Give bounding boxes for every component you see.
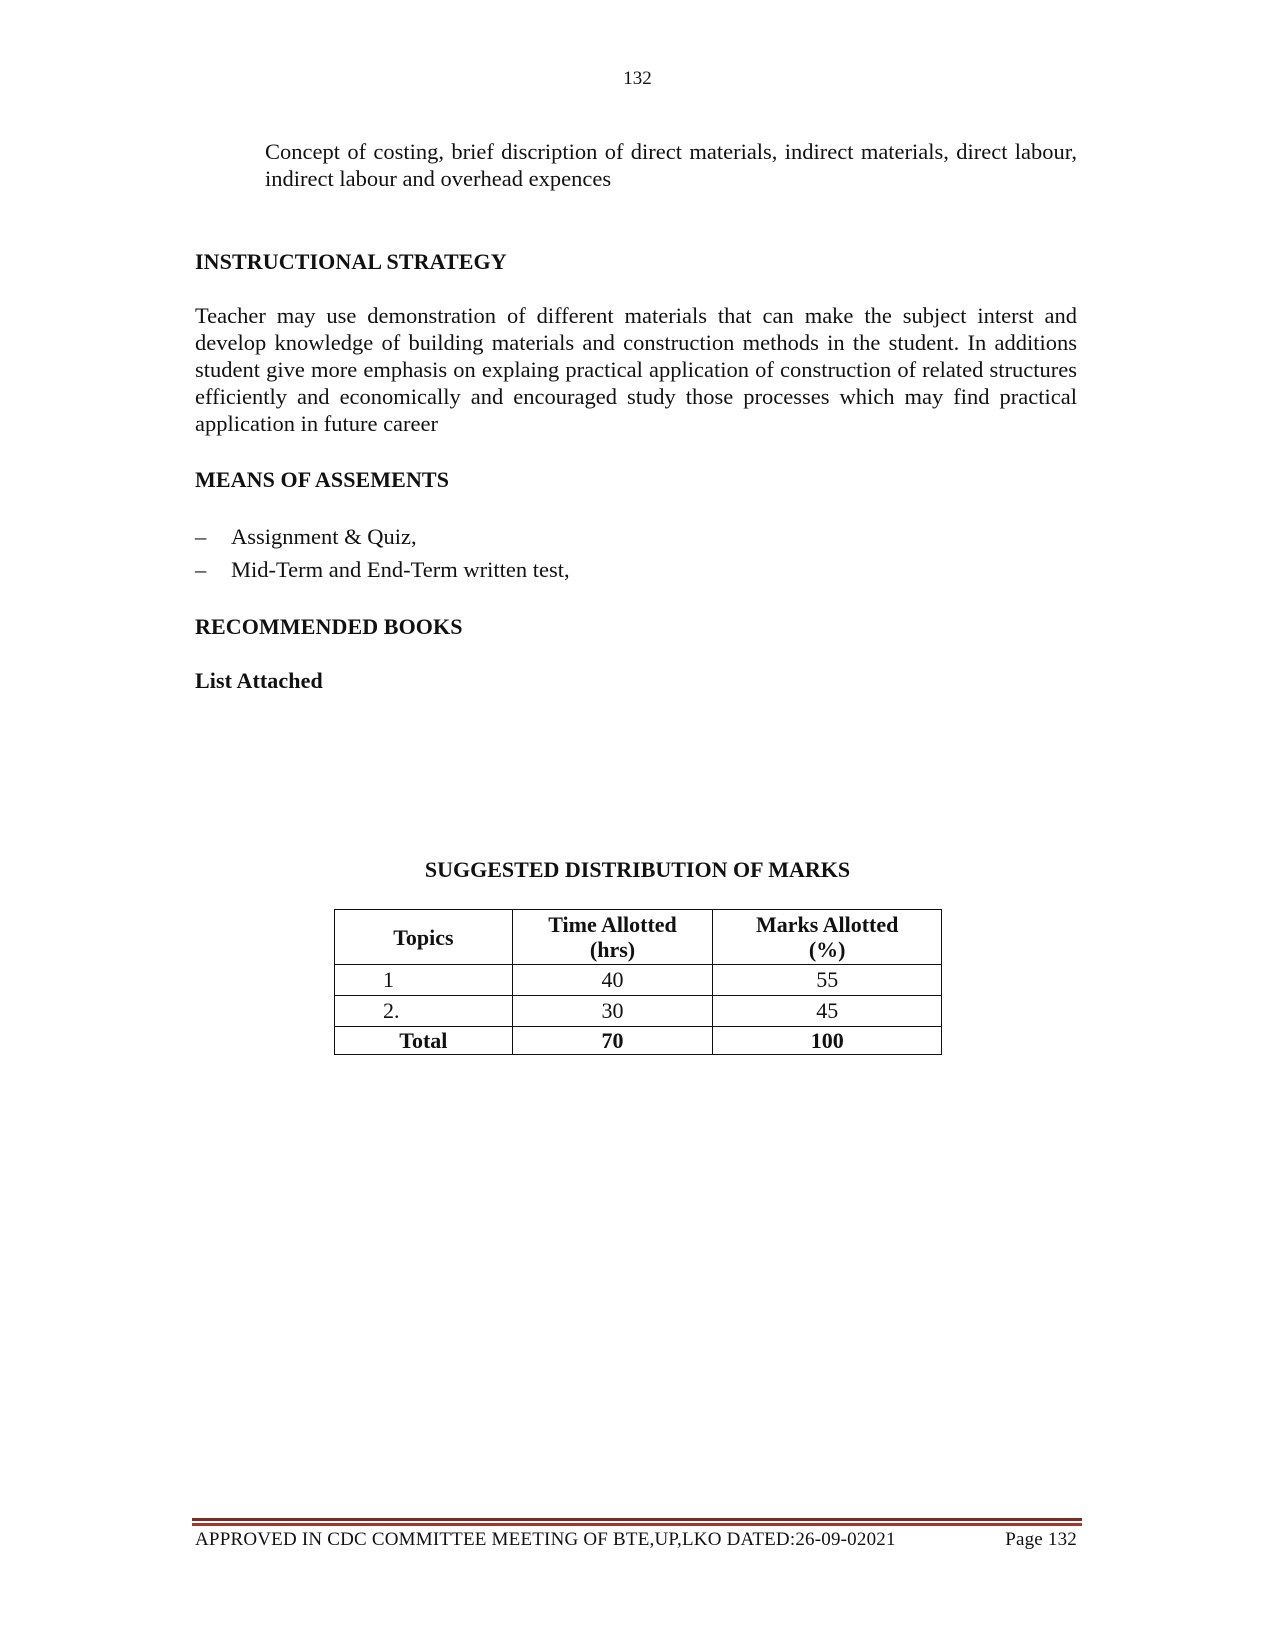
cell-marks: 55 — [713, 965, 942, 996]
table-total-row — [335, 1027, 942, 1055]
cell-total-time: 70 — [512, 1027, 713, 1055]
table-row — [335, 965, 942, 996]
column-header-time — [512, 910, 713, 965]
heading-means-of-assessment: MEANS OF ASSEMENTS — [195, 467, 450, 492]
footer-divider — [192, 1518, 1082, 1526]
cell-time: 40 — [512, 965, 713, 996]
cell-topic: 1 — [335, 965, 513, 996]
column-header-time-label: Time Allotted — [548, 912, 677, 937]
marks-distribution-table — [334, 909, 942, 1055]
list-item-text: Mid-Term and End-Term written test, — [231, 556, 570, 582]
column-header-topics — [335, 910, 513, 965]
bullet-dash: – — [195, 556, 207, 582]
cell-marks: 45 — [713, 996, 942, 1027]
footer-approval-text: APPROVED IN CDC COMMITTEE MEETING OF BTE,UP,LKO DATED:26-09-02021 — [195, 1529, 896, 1550]
marks-table-title: SUGGESTED DISTRIBUTION OF MARKS — [424, 857, 851, 882]
cell-total-label: Total — [335, 1027, 513, 1055]
heading-instructional-strategy: INSTRUCTIONAL STRATEGY — [195, 249, 507, 274]
column-header-marks-unit: (%) — [808, 937, 846, 962]
intro-paragraph: Concept of costing, brief discription of direct materials, indirect materials, direct labour, indirect labour and overhead expences — [265, 139, 1077, 191]
instructional-strategy-paragraph: Teacher may use demonstration of different materials that can make the subject interst and develop knowledge of building materials and construction methods in the student. In additions student give more emphasis on explaing practical application of construction of related structures efficiently and economically and encouraged study those processes which may find practical application in future career — [195, 303, 1077, 436]
cell-topic: 2. — [335, 996, 513, 1027]
bullet-dash: – — [195, 523, 207, 549]
table-row — [335, 996, 942, 1027]
heading-recommended-books: RECOMMENDED BOOKS — [195, 614, 463, 639]
footer-page-number: Page 132 — [1005, 1529, 1077, 1550]
list-item — [195, 520, 570, 553]
list-item — [195, 553, 570, 586]
cell-time: 30 — [512, 996, 713, 1027]
page-number-top: 132 — [623, 68, 652, 89]
column-header-topics-label: Topics — [393, 924, 454, 950]
cell-total-marks: 100 — [713, 1027, 942, 1055]
list-item-text: Assignment & Quiz, — [231, 523, 417, 549]
column-header-marks-label: Marks Allotted — [755, 912, 899, 937]
column-header-marks — [713, 910, 942, 965]
assessment-list — [195, 520, 570, 586]
page-footer — [195, 1529, 1077, 1551]
table-header-row — [335, 910, 942, 965]
recommended-books-text: List Attached — [195, 668, 323, 693]
column-header-time-unit: (hrs) — [589, 937, 636, 962]
